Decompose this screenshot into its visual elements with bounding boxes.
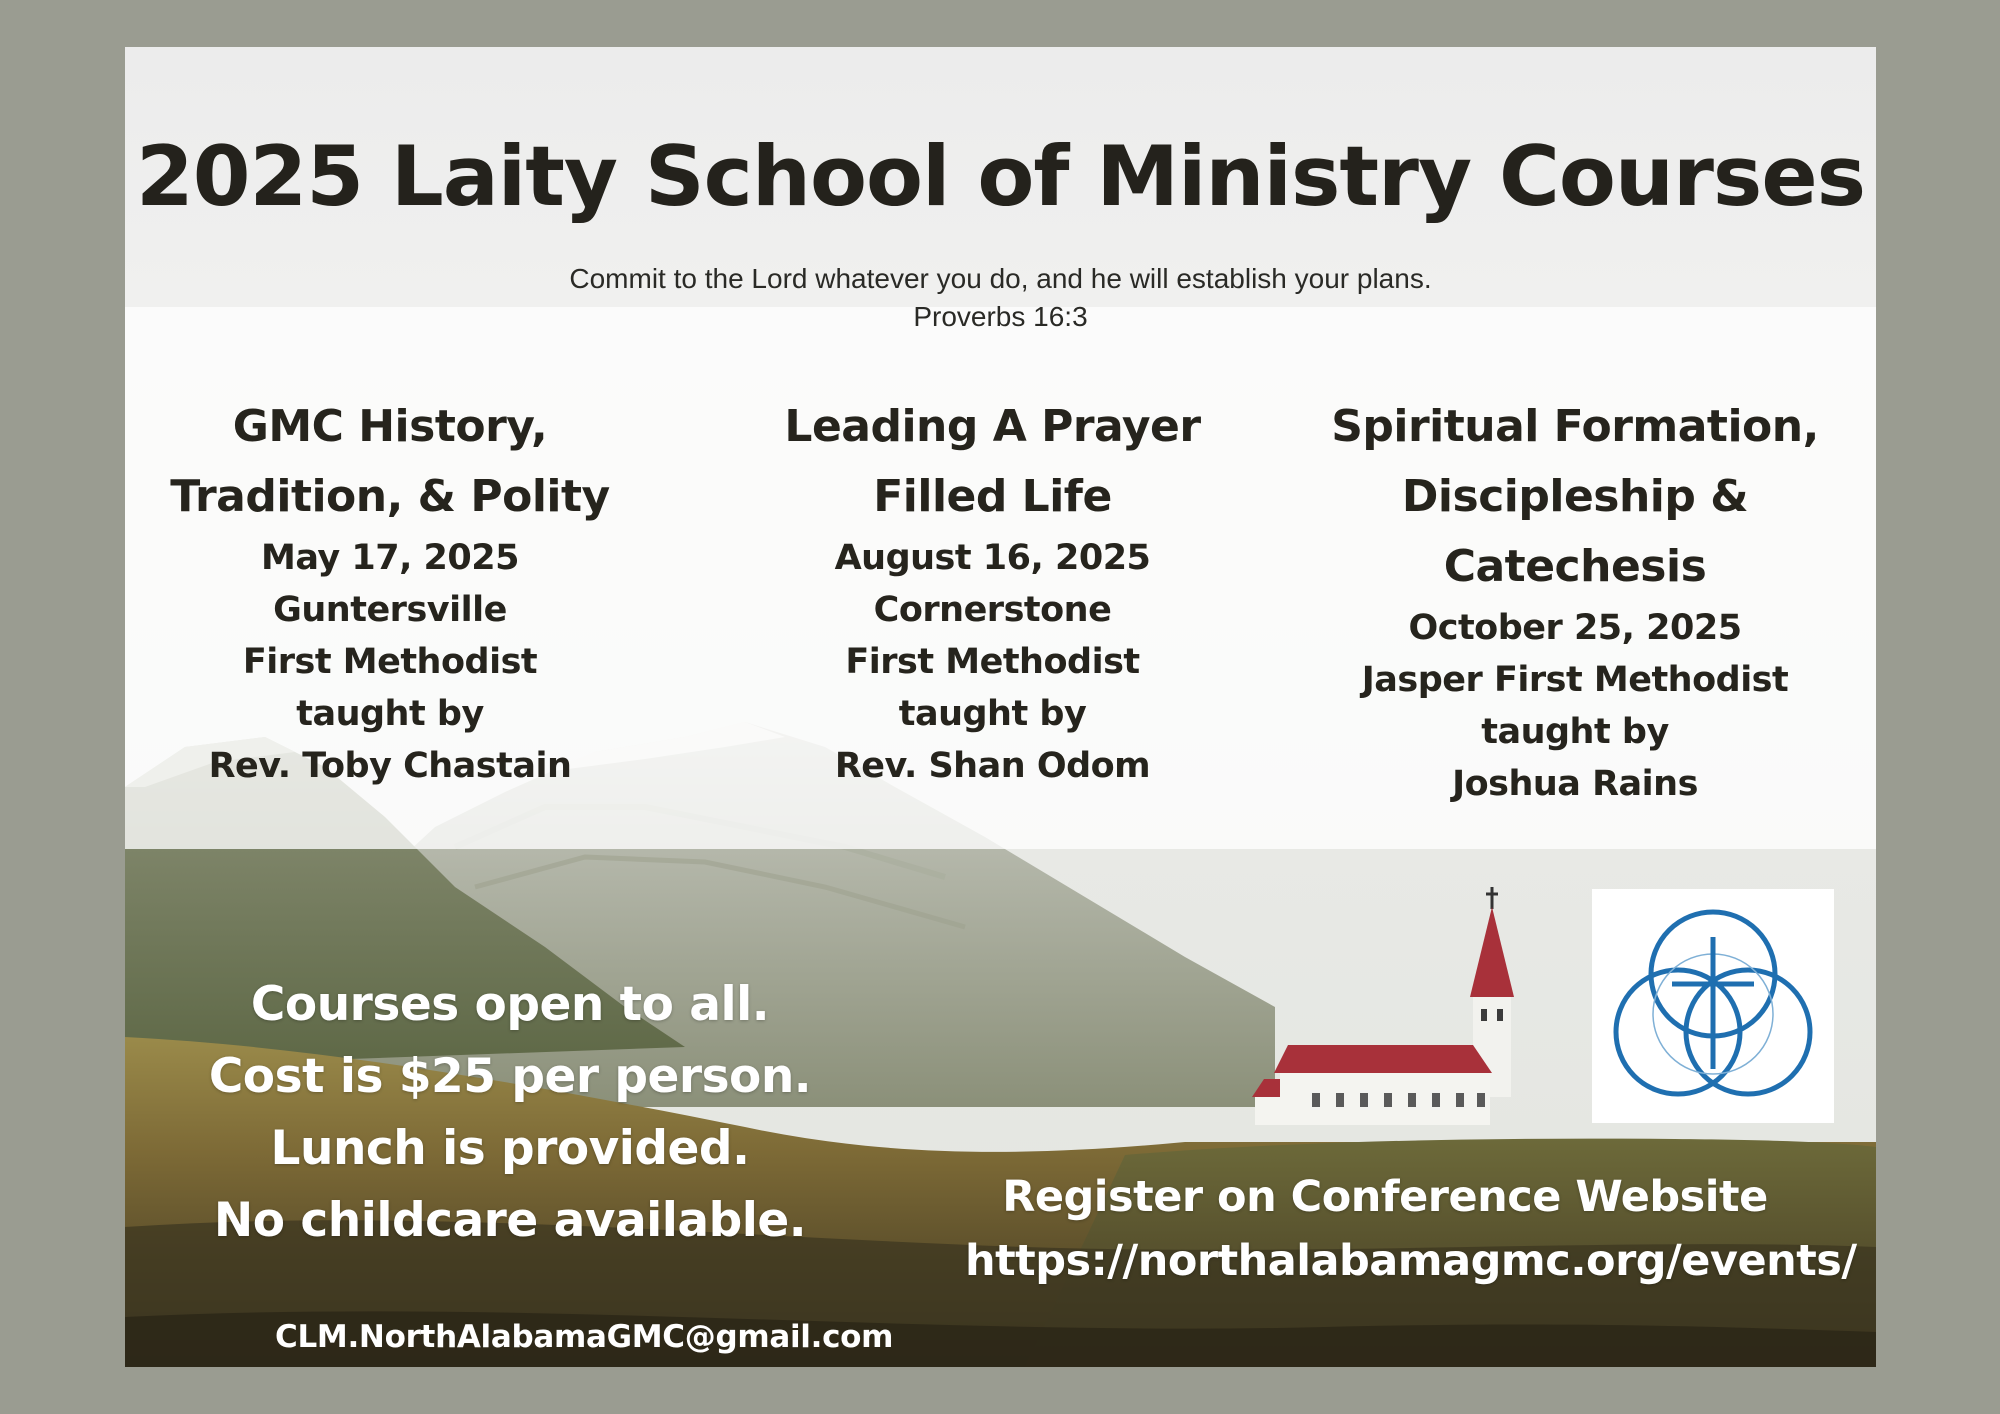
taught-by-label: taught by <box>898 694 1087 734</box>
course-title-line: Spiritual Formation, <box>1331 401 1819 452</box>
scripture-verse <box>125 260 1876 336</box>
course-location-line: First Methodist <box>242 642 538 682</box>
course-card-spiritual-formation <box>1325 392 1825 810</box>
course-title-line: GMC History, <box>232 401 548 452</box>
course-title-line: Leading A Prayer <box>784 401 1201 452</box>
info-line: Lunch is provided. <box>270 1121 750 1176</box>
church-icon <box>1252 885 1537 1157</box>
course-title <box>755 392 1230 532</box>
course-title-line: Catechesis <box>1443 541 1707 592</box>
taught-by-label: taught by <box>296 694 484 734</box>
registration-link[interactable]: https://northalabamagmc.org/events/ <box>965 1236 1857 1286</box>
course-details <box>755 532 1230 792</box>
course-date: May 17, 2025 <box>261 538 519 578</box>
course-card-prayer <box>755 392 1230 792</box>
info-line: Cost is $25 per person. <box>208 1049 812 1104</box>
course-location-line: Jasper First Methodist <box>1361 660 1789 700</box>
course-location-line: Cornerstone <box>873 590 1112 630</box>
registration-label: Register on Conference Website <box>1002 1172 1768 1222</box>
course-date: August 16, 2025 <box>834 538 1151 578</box>
course-title <box>1325 392 1825 602</box>
course-info <box>205 969 815 1257</box>
cross-and-circles-logo-icon <box>1592 889 1834 1123</box>
registration-info <box>965 1165 1857 1293</box>
course-instructor: Joshua Rains <box>1452 764 1698 804</box>
course-instructor: Rev. Shan Odom <box>834 746 1151 786</box>
course-date: October 25, 2025 <box>1408 608 1742 648</box>
taught-by-label: taught by <box>1481 712 1669 752</box>
verse-text: Commit to the Lord whatever you do, and he will establish your plans. <box>569 263 1432 294</box>
course-details <box>1325 602 1825 810</box>
course-title-line: Tradition, & Polity <box>170 471 610 522</box>
flyer <box>125 47 1876 1367</box>
course-location-line: First Methodist <box>845 642 1140 682</box>
course-title-line: Filled Life <box>873 471 1112 522</box>
course-details <box>160 532 620 792</box>
page-title: 2025 Laity School of Ministry Courses <box>135 128 1866 225</box>
course-title <box>160 392 620 532</box>
course-card-history <box>160 392 620 792</box>
course-title-line: Discipleship & <box>1401 471 1749 522</box>
contact-email[interactable]: CLM.NorthAlabamaGMC@gmail.com <box>275 1319 894 1355</box>
course-location-line: Guntersville <box>273 590 507 630</box>
verse-reference: Proverbs 16:3 <box>913 301 1088 332</box>
info-line: No childcare available. <box>213 1193 807 1248</box>
info-line: Courses open to all. <box>250 977 770 1032</box>
course-instructor: Rev. Toby Chastain <box>208 746 572 786</box>
